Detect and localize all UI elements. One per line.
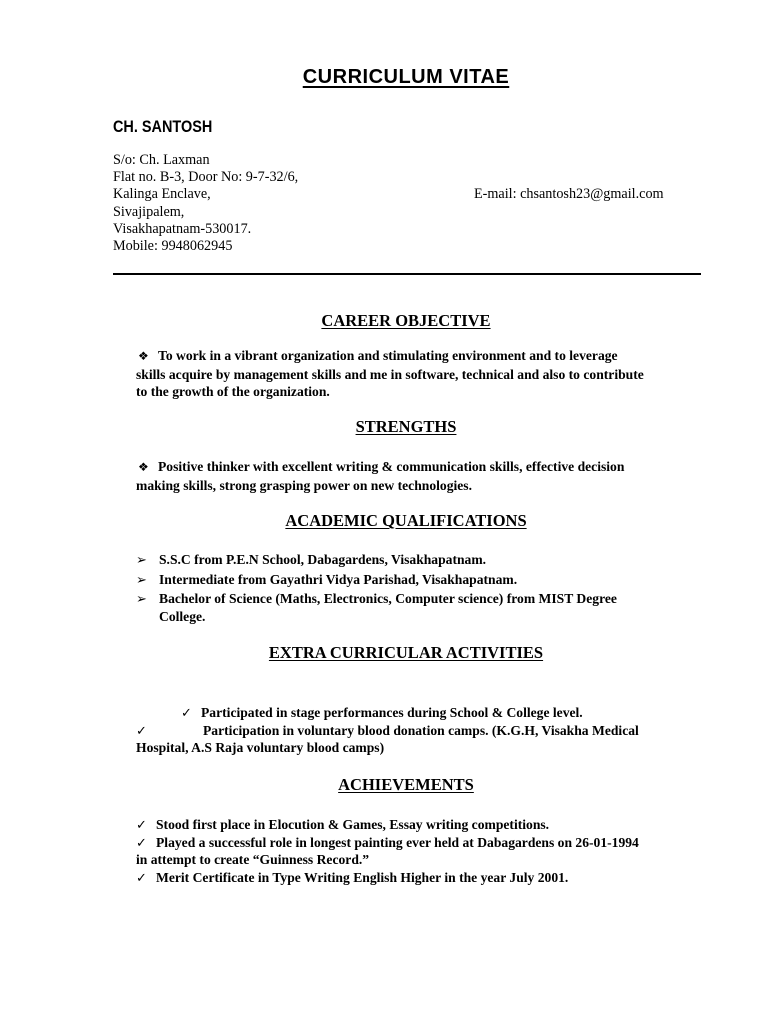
address-line: Sivajipalem, [113,203,185,220]
arrow-bullet-icon: ➢ [136,571,147,587]
candidate-name: CH. SANTOSH [113,117,213,136]
address-line: Visakhapatnam-530017. [113,220,252,237]
address-block [113,152,298,255]
check-bullet-icon: ✓ [136,869,147,885]
academic-list: ➢ S.S.C from P.E.N School, Dabagardens, Visakhapatnam. ➢ Intermediate from Gayathri Vidya Parishad, Visakhapatnam. ➢ Bachelor of Science (Maths, Electronics, Computer science) from MIST Degree College. [136,551,706,625]
check-bullet-icon: ✓ [136,834,147,850]
strengths-text: ❖ Positive thinker with excellent writing & communication skills, effective decision making skills, strong grasping power on new technologies. [136,459,625,493]
header-divider [113,273,701,275]
check-bullet-icon: ✓ [136,722,147,738]
list-item: ➢ S.S.C from P.E.N School, Dabagardens, Visakhapatnam. [136,552,487,567]
career-objective-heading: CAREER OBJECTIVE [321,311,491,330]
document-title: CURRICULUM VITAE [302,66,510,88]
list-item: ✓ Participation in voluntary blood donation camps. (K.G.H, Visakha Medical [136,722,639,738]
strengths-heading: STRENGTHS [355,417,457,436]
address-line: Flat no. B-3, Door No: 9-7-32/6, [113,169,299,186]
list-item: ✓ Played a successful role in longest painting ever held at Dabagardens on 26-01-1994 [136,834,639,850]
arrow-bullet-icon: ➢ [136,552,147,567]
check-bullet-icon: ✓ [181,705,192,720]
arrow-bullet-icon: ➢ [136,591,147,606]
achievements-heading: ACHIEVEMENTS [338,775,474,794]
extra-curricular-list: ✓ Participated in stage performances during School & College level. ✓ Participation in voluntary blood donation camps. (K.G.H, Visakha Medical Hospital, A.S Raja voluntary blood camps) [136,704,706,757]
diamond-bullet-icon: ❖ [138,460,149,474]
address-line: Kalinga Enclave, [113,186,211,203]
check-bullet-icon: ✓ [136,817,147,832]
list-item: ✓ Stood first place in Elocution & Games, Essay writing competitions. [136,817,550,832]
academic-heading: ACADEMIC QUALIFICATIONS [285,511,527,530]
career-objective-text: ❖ To work in a vibrant organization and stimulating environment and to leverage skills acquire by management skills and me in software, technical and also to contribute to the growth of the organization. [136,348,644,399]
address-line: S/o: Ch. Laxman [113,152,210,168]
list-item: ✓ Participated in stage performances during School & College level. [181,705,583,720]
mobile-line: Mobile: 9948062945 [113,238,233,255]
list-item: ➢ Bachelor of Science (Maths, Electronics, Computer science) from MIST Degree [136,591,617,606]
extra-curricular-heading: EXTRA CURRICULAR ACTIVITIES [268,643,544,662]
list-item: ✓ Merit Certificate in Type Writing English Higher in the year July 2001. [136,869,569,885]
achievements-list: ✓ Stood first place in Elocution & Games, Essay writing competitions. ✓ Played a successful role in longest painting ever held at Dabagardens on 26-01-1994 in attempt to create “Guinness Record.” ✓ Merit Certificate in Type Writing English Higher in the year July 2001. [136,816,706,886]
diamond-bullet-icon: ❖ [138,349,149,363]
email-line: E-mail: chsantosh23@gmail.com [474,186,664,202]
list-item: ➢ Intermediate from Gayathri Vidya Parishad, Visakhapatnam. [136,571,518,587]
